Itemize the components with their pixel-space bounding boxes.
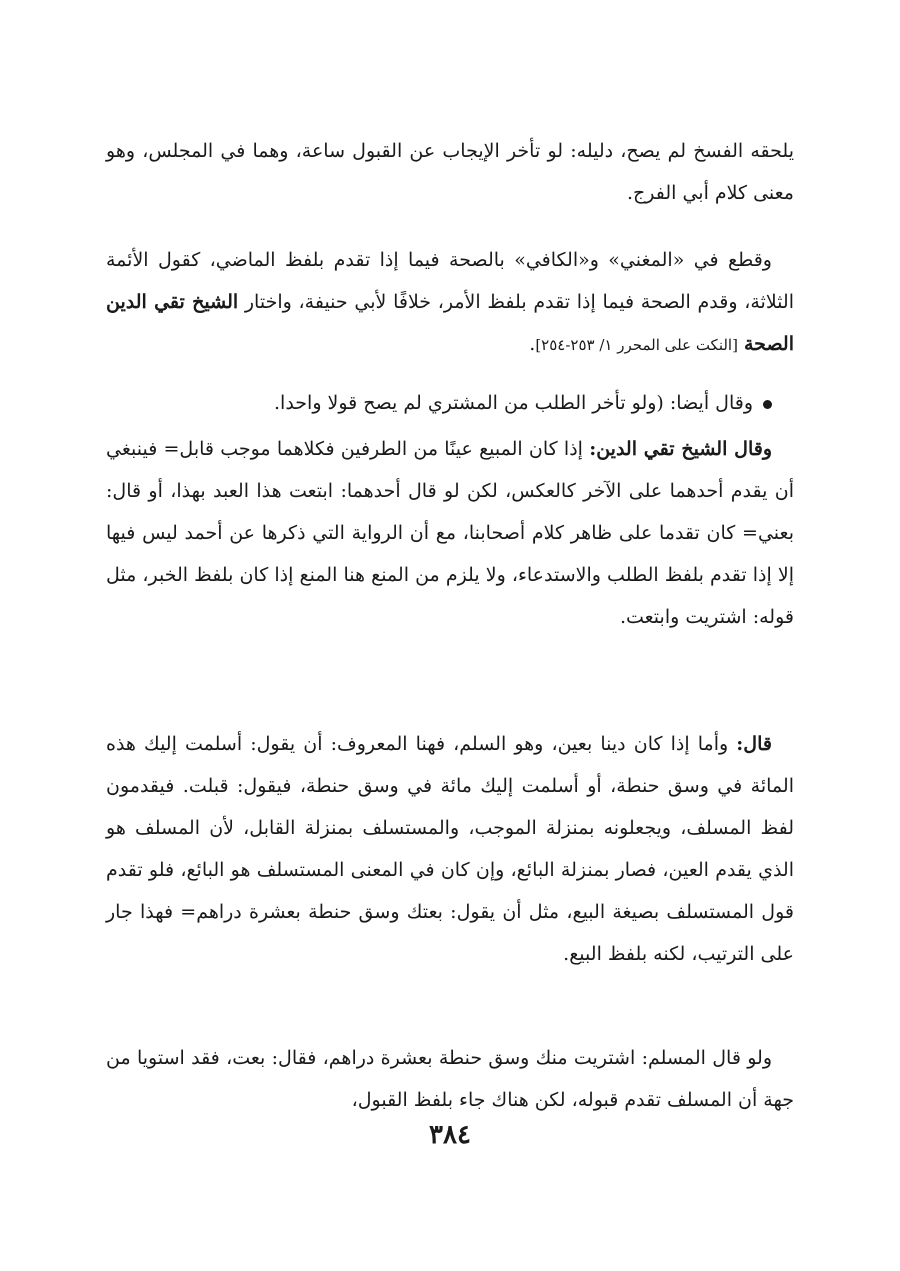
paragraph-5 [106, 723, 794, 975]
paragraph-6-text: ولو قال المسلم: اشتريت منك وسق حنطة بعشرة دراهم، فقال: بعت، فقد استويا من جهة أن المسلف تقدم قبوله، لكن هناك جاء بلفظ القبول، [106, 1047, 794, 1111]
paragraph-2 [106, 239, 794, 366]
paragraph-2-end: . [529, 333, 536, 355]
paragraph-5-heading: قال: [736, 733, 772, 755]
paragraph-2-text: وقطع في «المغني» و«الكافي» بالصحة فيما إذا تقدم بلفظ الماضي، كقول الأئمة الثلاثة، وقدم الصحة فيما إذا تقدم بلفظ الأمر، خلافًا لأبي حنيفة، واختار [106, 249, 794, 313]
bullet-text: وقال أيضا: (ولو تأخر الطلب من المشتري لم يصح قولا واحدا. [274, 392, 753, 414]
paragraph-6 [106, 1037, 794, 1121]
page-number: ٣٨٤ [429, 1120, 471, 1150]
paragraph-1-text: يلحقه الفسخ لم يصح، دليله: لو تأخر الإيجاب عن القبول ساعة، وهما في المجلس، وهو معنى كلام أبي الفرج. [106, 140, 794, 204]
paragraph-4 [106, 428, 794, 638]
bullet-paragraph [106, 382, 794, 424]
bullet-icon [763, 400, 772, 409]
paragraph-4-heading: وقال الشيخ تقي الدين: [589, 438, 772, 460]
paragraph-4-text: إذا كان المبيع عينًا من الطرفين فكلاهما موجب قابل= فينبغي أن يقدم أحدهما على الآخر كالعكس، لكن لو قال أحدهما: ابتعت هذا العبد بهذا، أو قال: بعني= كان تقدما على ظاهر كلام أصحابنا، مع أن الرواية التي ذكرها عن أحمد ليس فيها إلا إذا تقدم بلفظ الطلب والاستدعاء، ولا يلزم من المنع هنا المنع إذا كان بلفظ الخبر، مثل قوله: اشتريت وابتعت. [106, 438, 794, 628]
paragraph-5-text: وأما إذا كان دينا بعين، وهو السلم، فهنا المعروف: أن يقول: أسلمت إليك هذه المائة في وسق حنطة، أو أسلمت إليك مائة في وسق حنطة، فيقول: قبلت. فيقدمون لفظ المسلف، ويجعلونه بمنزلة الموجب، والمستسلف بمنزلة القابل، لأن المسلف هو الذي يقدم العين، فصار بمنزلة البائع، وإن كان في المعنى المستسلف هو البائع، فلو تقدم قول المستسلف بصيغة البيع، مثل أن يقول: بعتك وسق حنطة بعشرة دراهم= فهذا جار على الترتيب، لكنه بلفظ البيع. [106, 733, 794, 965]
citation: [النكت على المحرر ١/ ٢٥٣-٢٥٤] [535, 336, 738, 354]
paragraph-2-bold: الشيخ تقي الدين الصحة [106, 291, 794, 355]
paragraph-1 [106, 130, 794, 214]
